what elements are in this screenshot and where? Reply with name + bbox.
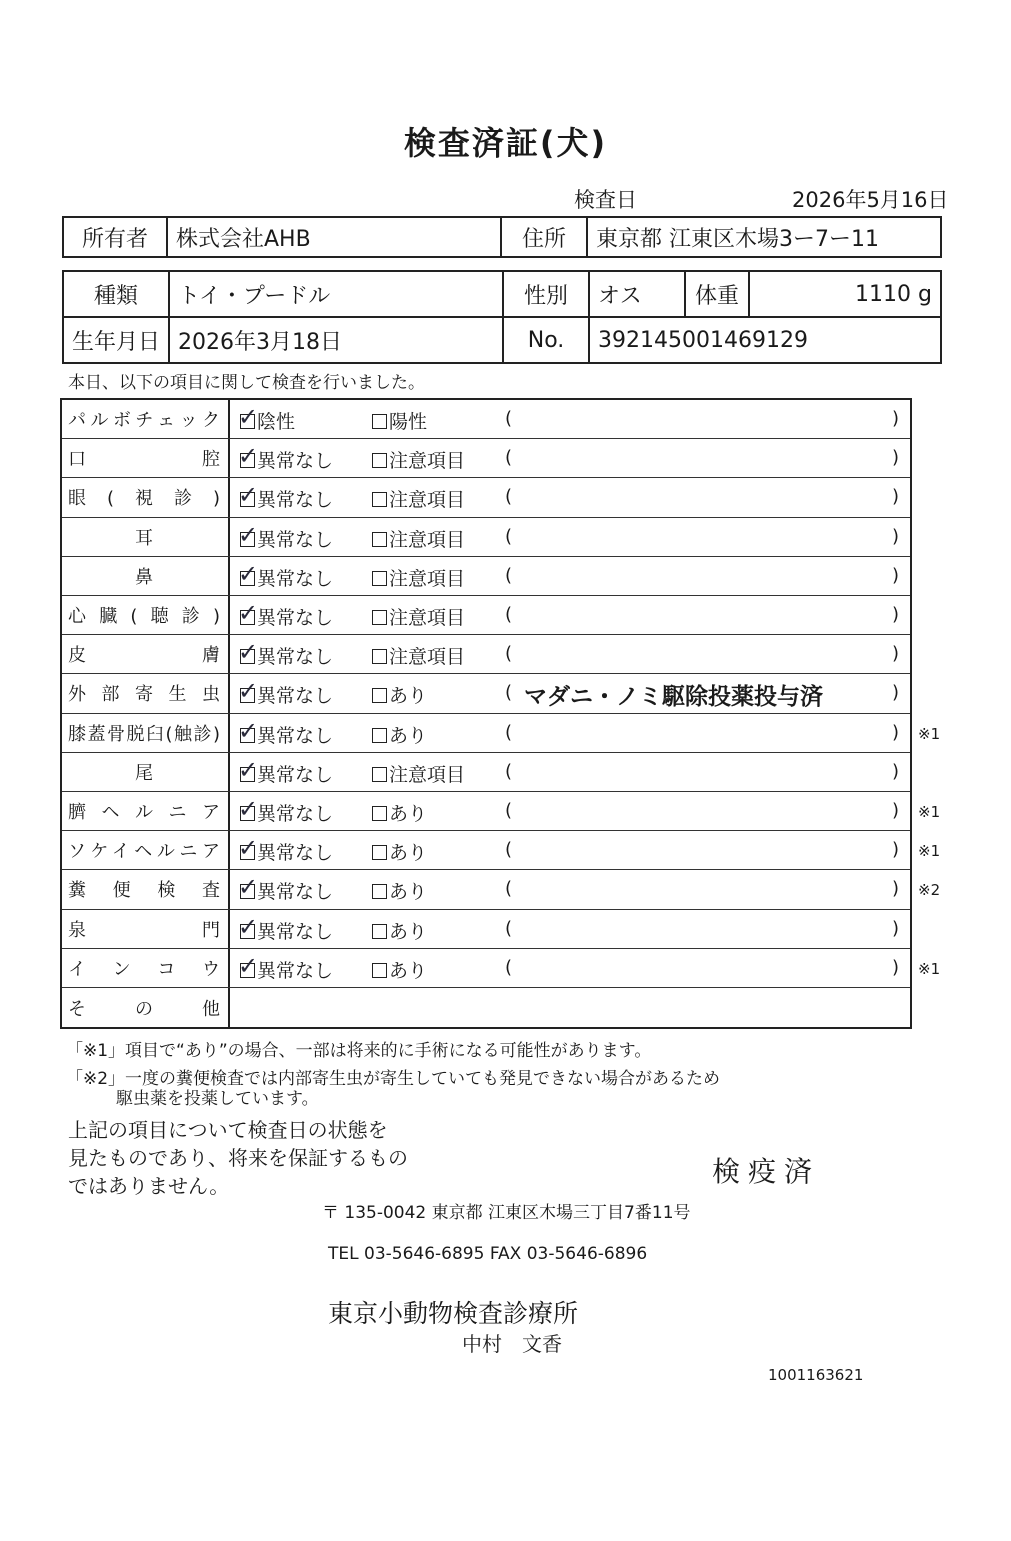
checkbox-icon[interactable] xyxy=(238,873,259,902)
close-paren: ) xyxy=(892,486,900,508)
open-paren: ( xyxy=(505,525,513,547)
check-row xyxy=(62,714,910,753)
check-row-label: 心臓(聴診) xyxy=(68,606,220,628)
sex-label: 性別 xyxy=(503,271,589,317)
check-row-label: 口腔 xyxy=(68,449,220,471)
address-label: 住所 xyxy=(501,217,587,257)
owner-table xyxy=(62,216,942,258)
option-abnormal-label: 注意項目 xyxy=(389,567,466,590)
option-abnormal[interactable] xyxy=(372,681,427,708)
check-mark-icon: ✓ xyxy=(238,873,259,902)
close-paren: ) xyxy=(892,447,900,469)
clinic-address: 〒 135-0042 東京都 江東区木場三丁目7番11号 xyxy=(322,1203,691,1223)
option-normal[interactable] xyxy=(238,912,334,944)
check-row-label: 鼻 xyxy=(135,566,153,588)
option-normal-label: 異常なし xyxy=(257,450,334,473)
kind-value: トイ・プードル xyxy=(169,271,503,317)
checkbox-icon[interactable] xyxy=(238,559,259,588)
checkbox-icon[interactable] xyxy=(238,795,259,823)
checkbox-icon[interactable] xyxy=(372,571,387,586)
check-mark-icon: ✓ xyxy=(238,834,259,863)
checkbox-icon[interactable] xyxy=(372,924,387,939)
birth-label: 生年月日 xyxy=(63,317,169,363)
check-row-label: パルボチェック xyxy=(68,410,220,432)
option-normal-label: 異常なし xyxy=(257,724,334,747)
option-normal[interactable] xyxy=(238,951,334,983)
close-paren: ) xyxy=(892,800,900,821)
check-mark-icon: ✓ xyxy=(238,559,259,588)
option-normal[interactable] xyxy=(238,559,334,591)
checkbox-icon[interactable] xyxy=(238,638,259,667)
option-abnormal-label: 注意項目 xyxy=(389,607,466,629)
option-normal[interactable] xyxy=(238,795,334,826)
check-items-table xyxy=(60,398,912,1029)
clinic-phone: TEL 03-5646-6895 FAX 03-5646-6896 xyxy=(328,1244,648,1264)
open-paren: ( xyxy=(505,956,513,978)
vet-name: 中村 文香 xyxy=(462,1332,562,1356)
option-abnormal-label: あり xyxy=(389,724,428,747)
close-paren: ) xyxy=(892,760,900,782)
checkbox-icon[interactable] xyxy=(372,767,387,782)
check-row xyxy=(62,674,910,713)
check-mark-icon: ✓ xyxy=(238,677,259,706)
check-mark-icon: ✓ xyxy=(238,951,259,980)
check-mark-icon: ✓ xyxy=(238,403,259,431)
checkbox-icon[interactable] xyxy=(372,728,387,743)
close-paren: ) xyxy=(892,721,900,743)
open-paren: ( xyxy=(505,760,513,782)
check-row xyxy=(62,792,910,831)
check-row-note: マダニ・ノミ駆除投薬投与済 xyxy=(524,684,823,711)
check-mark-icon: ✓ xyxy=(238,755,259,784)
open-paren: ( xyxy=(505,486,513,508)
check-row xyxy=(62,518,910,557)
check-row-label: 耳 xyxy=(135,527,153,549)
option-normal-label: 異常なし xyxy=(257,803,334,825)
option-normal[interactable] xyxy=(238,599,334,630)
close-paren: ) xyxy=(892,643,900,665)
close-paren: ) xyxy=(892,956,900,978)
check-row xyxy=(62,831,910,870)
open-paren: ( xyxy=(505,643,513,665)
checkbox-icon[interactable] xyxy=(238,520,259,549)
note-2a: 「※2」一度の糞便検査では内部寄生虫が寄生していても発見できない場合があるため xyxy=(66,1069,721,1089)
clinic-name: 東京小動物検査診療所 xyxy=(328,1299,579,1328)
open-paren: ( xyxy=(505,604,513,625)
close-paren: ) xyxy=(892,839,900,861)
check-row xyxy=(62,870,910,909)
option-abnormal[interactable] xyxy=(372,525,465,552)
checkbox-icon[interactable] xyxy=(372,688,387,703)
checkbox-icon[interactable] xyxy=(372,492,387,507)
open-paren: ( xyxy=(505,721,513,743)
option-abnormal-label: 注意項目 xyxy=(389,489,466,512)
footnote-mark: ※1 xyxy=(918,842,941,861)
option-normal[interactable] xyxy=(238,442,334,473)
option-abnormal-label: あり xyxy=(389,685,428,708)
birth-value: 2026年3月18日 xyxy=(169,317,503,363)
option-abnormal[interactable] xyxy=(372,642,465,669)
open-paren: ( xyxy=(505,408,513,429)
no-value: 392145001469129 xyxy=(589,317,941,363)
option-abnormal-label: あり xyxy=(389,920,428,943)
option-abnormal-label: 注意項目 xyxy=(389,763,466,786)
checkbox-icon[interactable] xyxy=(238,403,259,431)
check-row-label-cell xyxy=(62,518,230,556)
check-row-label: インコウ xyxy=(68,958,220,980)
check-row-label: 皮膚 xyxy=(68,645,220,667)
check-row-label: 尾 xyxy=(135,762,153,784)
check-row-label: 糞便検査 xyxy=(68,880,220,902)
check-row xyxy=(62,400,910,439)
close-paren: ) xyxy=(892,408,900,429)
checkbox-icon[interactable] xyxy=(372,610,387,625)
check-row-label: 眼(視診) xyxy=(68,488,220,510)
checkbox-icon[interactable] xyxy=(238,599,259,627)
option-normal-label: 異常なし xyxy=(257,763,334,786)
option-normal-label: 異常なし xyxy=(257,567,334,590)
option-normal-label: 異常なし xyxy=(257,646,334,669)
check-row-label: その他 xyxy=(68,998,220,1020)
close-paren: ) xyxy=(892,682,900,704)
check-row-label: 泉門 xyxy=(68,919,220,941)
pet-table xyxy=(62,270,942,364)
option-abnormal-label: 注意項目 xyxy=(389,450,466,473)
intro-text: 本日、以下の項目に関して検査を行いました。 xyxy=(68,373,425,393)
check-mark-icon: ✓ xyxy=(238,599,259,627)
page-title: 検査済証(犬) xyxy=(403,124,608,162)
option-normal-label: 異常なし xyxy=(257,881,334,904)
check-row-label-cell xyxy=(62,753,230,791)
option-abnormal[interactable] xyxy=(372,603,465,630)
disclaimer-line-1: 上記の項目について検査日の状態を xyxy=(68,1118,388,1142)
option-abnormal-label: 注意項目 xyxy=(389,528,466,551)
owner-label: 所有者 xyxy=(63,217,167,257)
close-paren: ) xyxy=(892,917,900,939)
check-row-label-cell xyxy=(62,831,230,869)
footnote-mark: ※1 xyxy=(918,724,941,743)
option-normal[interactable] xyxy=(238,873,334,904)
option-normal[interactable] xyxy=(238,755,334,787)
check-row-label-cell xyxy=(62,596,230,634)
disclaimer-line-2: 見たものであり、将来を保証するもの xyxy=(68,1146,408,1170)
open-paren: ( xyxy=(505,917,513,939)
open-paren: ( xyxy=(505,447,513,469)
check-row-label-cell xyxy=(62,674,230,712)
option-normal[interactable] xyxy=(238,677,334,708)
close-paren: ) xyxy=(892,604,900,625)
checkbox-icon[interactable] xyxy=(372,532,387,547)
check-mark-icon: ✓ xyxy=(238,520,259,549)
checkbox-icon[interactable] xyxy=(238,834,259,863)
weight-value: 1110 g xyxy=(749,271,941,317)
check-row-label-cell xyxy=(62,714,230,752)
check-row xyxy=(62,910,910,949)
option-normal-label: 異常なし xyxy=(257,685,334,708)
checkbox-icon[interactable] xyxy=(372,884,387,899)
quarantine-stamp-text: 検疫済 xyxy=(712,1155,821,1188)
option-normal[interactable] xyxy=(238,481,334,512)
note-2b: 駆虫薬を投薬しています。 xyxy=(116,1089,319,1109)
check-row-label: 外部寄生虫 xyxy=(68,684,220,706)
owner-value: 株式会社AHB xyxy=(167,217,501,257)
option-abnormal[interactable] xyxy=(372,721,427,748)
option-normal[interactable] xyxy=(238,403,296,434)
check-row xyxy=(62,439,910,478)
check-mark-icon: ✓ xyxy=(238,716,259,745)
option-normal-label: 異常なし xyxy=(257,489,334,512)
option-abnormal[interactable] xyxy=(372,446,465,473)
option-normal[interactable] xyxy=(238,716,334,748)
note-1: 「※1」項目で“あり”の場合、一部は将来的に手術になる可能性があります。 xyxy=(66,1041,652,1061)
check-row xyxy=(62,478,910,517)
option-abnormal[interactable] xyxy=(372,760,465,787)
option-normal-label: 陰性 xyxy=(257,411,296,433)
check-row xyxy=(62,753,910,792)
checkbox-icon[interactable] xyxy=(238,481,259,510)
check-row-label-cell xyxy=(62,400,230,438)
option-normal[interactable] xyxy=(238,834,334,865)
option-abnormal-label: 陽性 xyxy=(389,411,428,433)
check-mark-icon: ✓ xyxy=(238,481,259,510)
check-row-label-cell xyxy=(62,635,230,673)
check-row xyxy=(62,557,910,596)
option-abnormal[interactable] xyxy=(372,799,427,826)
exam-date-value: 2026年5月16日 xyxy=(792,188,949,212)
option-abnormal[interactable] xyxy=(372,917,427,944)
option-abnormal[interactable] xyxy=(372,485,465,512)
check-row-label-cell xyxy=(62,988,230,1027)
footnote-mark: ※1 xyxy=(918,803,941,821)
check-row xyxy=(62,596,910,635)
option-abnormal[interactable] xyxy=(372,956,427,983)
sex-value: オス xyxy=(589,271,685,317)
checkbox-icon[interactable] xyxy=(238,442,259,471)
address-value: 東京都 江東区木場3ー7ー11 xyxy=(587,217,941,257)
check-row xyxy=(62,988,910,1027)
checkbox-icon[interactable] xyxy=(372,963,387,978)
check-mark-icon: ✓ xyxy=(238,442,259,471)
option-normal-label: 異常なし xyxy=(257,842,334,865)
checkbox-icon[interactable] xyxy=(238,912,259,941)
checkbox-icon[interactable] xyxy=(238,755,259,784)
footnote-mark: ※1 xyxy=(918,959,941,978)
check-row-label-cell xyxy=(62,557,230,595)
option-abnormal-label: あり xyxy=(389,881,428,904)
checkbox-icon[interactable] xyxy=(372,453,387,468)
weight-label: 体重 xyxy=(685,271,749,317)
option-normal-label: 異常なし xyxy=(257,920,334,943)
check-mark-icon: ✓ xyxy=(238,795,259,823)
option-abnormal[interactable] xyxy=(372,407,427,434)
checkbox-icon[interactable] xyxy=(238,677,259,706)
check-row xyxy=(62,635,910,674)
check-row-label-cell xyxy=(62,949,230,987)
option-normal[interactable] xyxy=(238,638,334,669)
checkbox-icon[interactable] xyxy=(238,716,259,745)
check-row-label-cell xyxy=(62,478,230,516)
open-paren: ( xyxy=(505,682,513,704)
option-normal[interactable] xyxy=(238,520,334,552)
option-abnormal-label: あり xyxy=(389,803,428,825)
option-normal-label: 異常なし xyxy=(257,959,334,982)
check-row-label: ソケイヘルニア xyxy=(68,841,220,863)
kind-label: 種類 xyxy=(63,271,169,317)
checkbox-icon[interactable] xyxy=(372,649,387,664)
check-mark-icon: ✓ xyxy=(238,912,259,941)
disclaimer-line-3: ではありません。 xyxy=(68,1174,230,1198)
option-abnormal[interactable] xyxy=(372,838,427,865)
check-row-label-cell xyxy=(62,910,230,948)
no-label: No. xyxy=(503,317,589,363)
serial-number: 1001163621 xyxy=(768,1366,864,1384)
close-paren: ) xyxy=(892,525,900,547)
close-paren: ) xyxy=(892,878,900,900)
check-row-label-cell xyxy=(62,792,230,830)
check-row xyxy=(62,949,910,988)
option-normal-label: 異常なし xyxy=(257,528,334,551)
checkbox-icon[interactable] xyxy=(372,414,387,429)
check-row-label: 臍ヘルニア xyxy=(68,802,220,824)
option-abnormal[interactable] xyxy=(372,877,427,904)
check-row-label: 膝蓋骨脱臼(触診) xyxy=(68,723,220,745)
check-row-label-cell xyxy=(62,870,230,908)
checkbox-icon[interactable] xyxy=(372,806,387,821)
check-mark-icon: ✓ xyxy=(238,638,259,667)
exam-date-label: 検査日 xyxy=(574,188,637,212)
option-abnormal-label: あり xyxy=(389,959,428,982)
open-paren: ( xyxy=(505,839,513,861)
open-paren: ( xyxy=(505,878,513,900)
close-paren: ) xyxy=(892,564,900,586)
open-paren: ( xyxy=(505,564,513,586)
option-normal-label: 異常なし xyxy=(257,607,334,629)
option-abnormal-label: 注意項目 xyxy=(389,646,466,669)
checkbox-icon[interactable] xyxy=(372,845,387,860)
checkbox-icon[interactable] xyxy=(238,951,259,980)
option-abnormal-label: あり xyxy=(389,842,428,865)
open-paren: ( xyxy=(505,800,513,821)
check-row-label-cell xyxy=(62,439,230,477)
option-abnormal[interactable] xyxy=(372,564,465,591)
footnote-mark: ※2 xyxy=(918,881,941,900)
